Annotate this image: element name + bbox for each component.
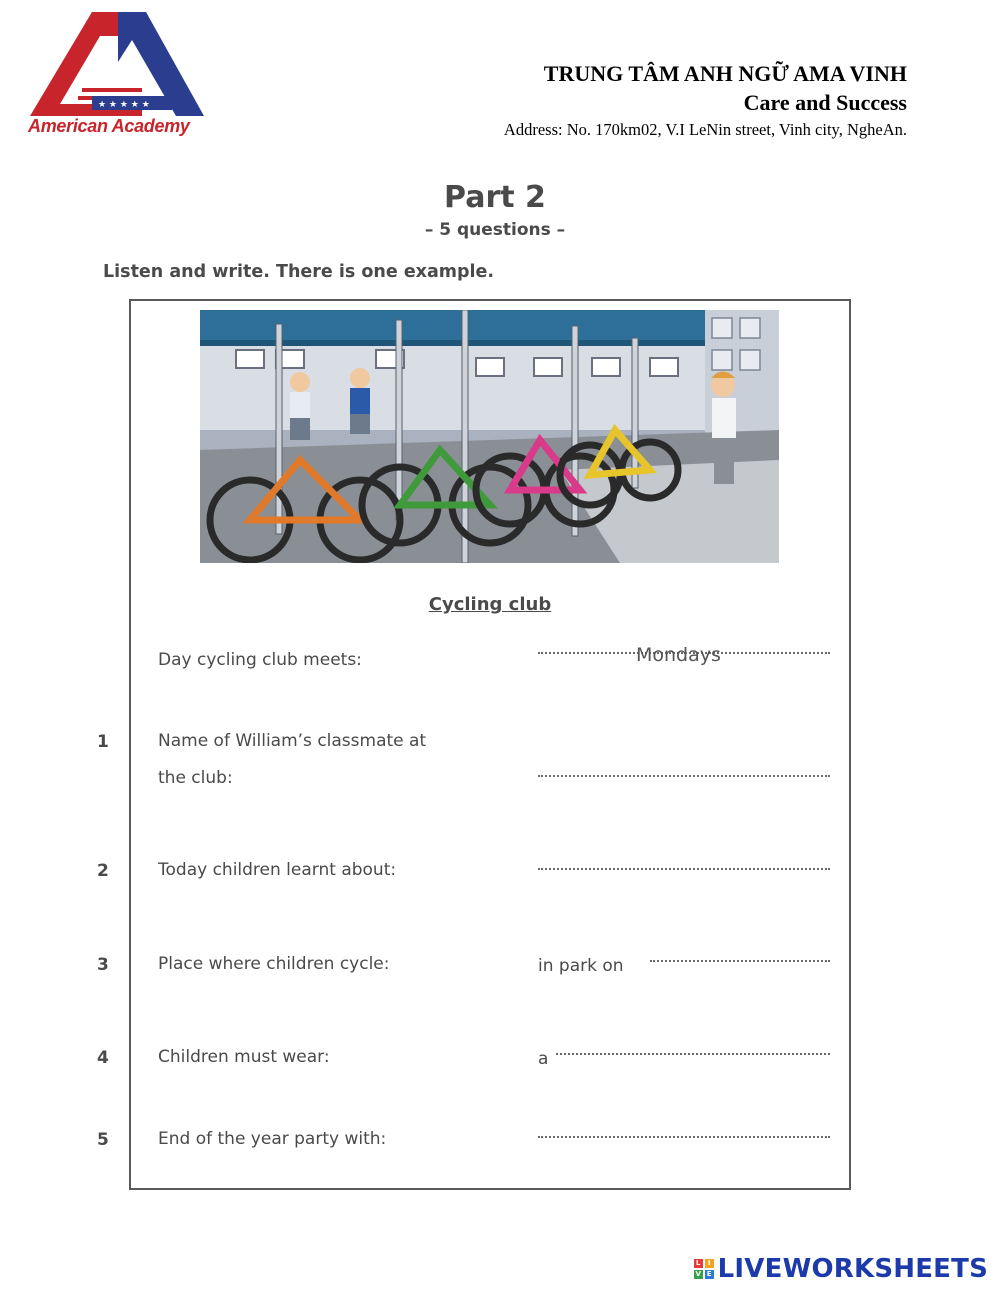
svg-text:★ ★ ★ ★ ★: ★ ★ ★ ★ ★ — [98, 100, 150, 110]
answer-prefix — [538, 956, 830, 976]
answer-prefix-text: a — [538, 1049, 549, 1069]
question-label: Place where children cycle: — [158, 954, 390, 974]
question-label: Children must wear: — [158, 1047, 330, 1067]
logo-text: American Academy — [28, 116, 190, 136]
part-title: Part 2 — [444, 180, 546, 215]
answer-input-4[interactable] — [556, 1053, 830, 1055]
answer-input-1[interactable] — [538, 775, 830, 777]
center-header — [504, 60, 907, 142]
instruction-text: Listen and write. There is one example. — [103, 262, 495, 282]
question-label: Name of William’s classmate at — [158, 731, 427, 751]
question-number: 1 — [97, 732, 109, 752]
question-label: Today children learnt about: — [158, 860, 397, 880]
liveworksheets-text: LIVEWORKSHEETS — [717, 1254, 988, 1284]
answer-input-3[interactable] — [650, 960, 830, 962]
question-number: 3 — [97, 955, 109, 975]
example-label: Day cycling club meets: — [158, 650, 362, 670]
question-number: 5 — [97, 1130, 109, 1150]
question-number: 4 — [97, 1048, 109, 1068]
liveworksheets-icon: L I V E — [694, 1259, 714, 1279]
part-subtitle: – 5 questions – — [424, 220, 566, 240]
center-slogan: Care and Success — [743, 90, 907, 115]
center-name: TRUNG TÂM ANH NGỮ AMA VINH — [543, 61, 907, 86]
american-academy-logo — [22, 8, 212, 143]
cycling-club-title: Cycling club — [428, 594, 552, 615]
liveworksheets-brand — [694, 1254, 988, 1284]
answer-input-5[interactable] — [538, 1136, 830, 1138]
question-label-continued: the club: — [158, 768, 233, 788]
bicycles-picture — [200, 310, 779, 563]
answer-input-2[interactable] — [538, 868, 830, 870]
question-number: 2 — [97, 861, 109, 881]
answer-prefix — [538, 1049, 830, 1069]
center-address: Address: No. 170km02, V.I LeNin street, Vinh city, NgheAn. — [503, 120, 907, 139]
example-answer: Mondays — [636, 644, 721, 666]
answer-prefix-text: in park on — [538, 956, 624, 976]
question-label: End of the year party with: — [158, 1129, 387, 1149]
